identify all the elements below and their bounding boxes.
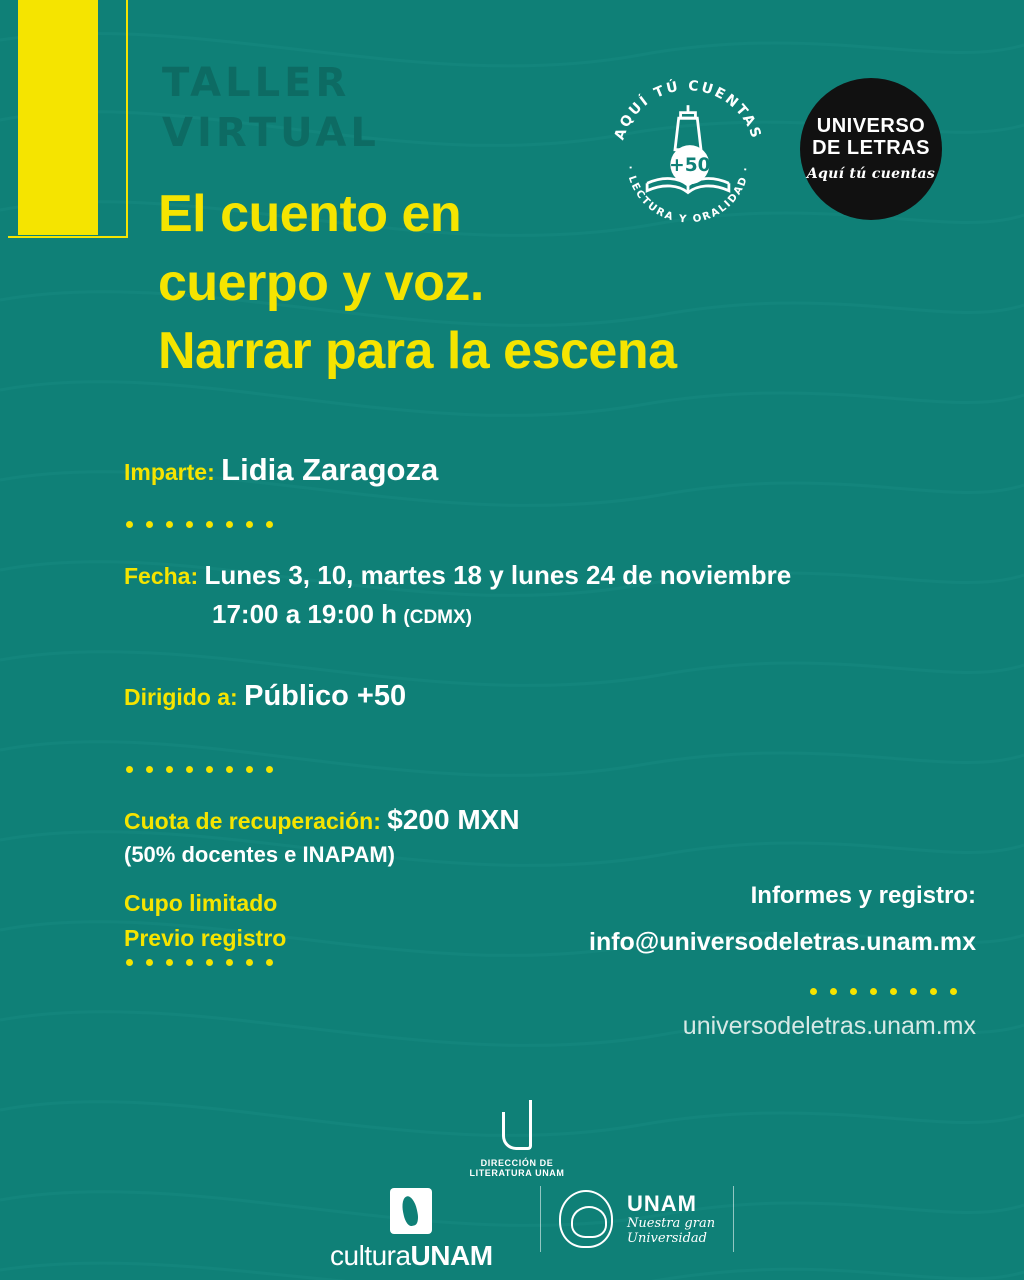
kicker-line-1: TALLER <box>162 60 351 106</box>
title-line-2: cuerpo y voz. <box>158 253 484 312</box>
title-line-3: Narrar para la escena <box>158 322 677 381</box>
fee-value: $200 MXN <box>387 804 520 835</box>
contact-label: Informes y registro: <box>750 882 976 909</box>
literatura-mark-icon <box>502 1112 532 1150</box>
unam-name: UNAM <box>627 1191 697 1217</box>
contact-email[interactable]: info@universodeletras.unam.mx <box>589 928 976 956</box>
kicker-line-2: VIRTUAL <box>162 110 380 156</box>
audience-value: Público +50 <box>244 680 407 712</box>
fee-label: Cuota de recuperación: <box>124 808 381 834</box>
svg-text:+50: +50 <box>669 155 711 177</box>
universo-logo-line-1: UNIVERSO <box>816 115 926 138</box>
dot-separator-1 <box>126 521 273 528</box>
universo-logo-line-2: DE LETRAS <box>812 136 930 159</box>
literatura-logo-line-2: LITERATURA UNAM <box>469 1168 565 1178</box>
time-zone: (CDMX) <box>403 607 473 628</box>
capacity-row <box>124 886 286 955</box>
fee-note: (50% docentes e INAPAM) <box>124 842 395 867</box>
time-value: 17:00 a 19:00 h <box>212 599 398 629</box>
decorative-yellow-bar <box>18 0 98 235</box>
fee-row <box>124 804 520 868</box>
direccion-literatura-logo <box>462 1112 572 1178</box>
unam-shield-icon <box>559 1190 613 1248</box>
date-label: Fecha: <box>124 563 199 589</box>
lighthouse-logo-icon <box>604 68 772 226</box>
svg-text:AQUÍ TÚ CUENTAS: AQUÍ TÚ CUENTAS <box>611 78 765 143</box>
instructor-label: Imparte: <box>124 459 215 485</box>
unam-slogan-line-1: Nuestra gran <box>627 1216 716 1232</box>
literatura-logo-line-1: DIRECCIÓN DE <box>480 1158 554 1168</box>
dot-separator-3 <box>126 959 273 966</box>
unam-wordmark <box>627 1191 715 1247</box>
dot-separator-2 <box>126 766 273 773</box>
website-link[interactable]: universodeletras.unam.mx <box>682 1012 976 1040</box>
svg-text:· LECTURA Y ORALIDAD ·: · LECTURA Y ORALIDAD · <box>623 164 753 226</box>
cultura-word-light: cultura <box>330 1240 411 1271</box>
contact-block <box>589 884 976 955</box>
title-line-1: El cuento en <box>158 185 462 243</box>
cultura-word-bold: UNAM <box>410 1240 493 1271</box>
unam-slogan-line-2: Universidad <box>627 1231 707 1246</box>
date-row <box>124 556 984 634</box>
capacity-line-1: Cupo limitado <box>124 890 278 916</box>
instructor-row <box>124 452 438 488</box>
capacity-line-2: Previo registro <box>124 924 287 951</box>
universo-de-letras-logo <box>800 78 942 220</box>
cultura-bird-icon <box>390 1188 432 1234</box>
kicker <box>162 58 380 158</box>
date-value: Lunes 3, 10, martes 18 y lunes 24 de noviembre <box>204 560 792 590</box>
universo-logo-line-3: Aquí tú cuentas <box>806 165 936 182</box>
instructor-value: Lidia Zaragoza <box>221 452 439 487</box>
page-title <box>158 180 888 386</box>
cultura-unam-logo <box>330 1188 493 1272</box>
cultura-wordmark <box>330 1240 493 1272</box>
dot-separator-4 <box>810 988 957 995</box>
audience-row <box>124 680 406 713</box>
unam-logo <box>540 1186 734 1252</box>
audience-label: Dirigido a: <box>124 684 238 710</box>
